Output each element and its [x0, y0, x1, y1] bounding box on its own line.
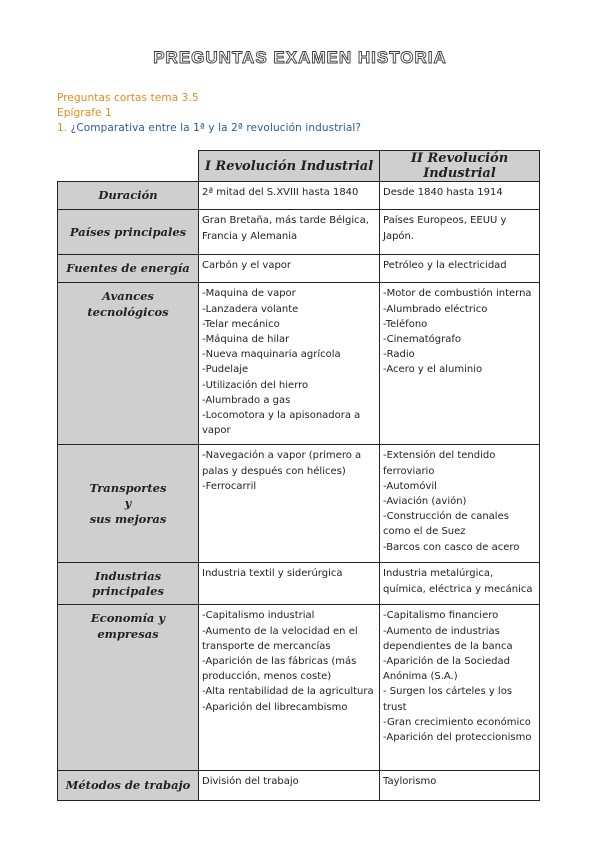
cell-second: Petróleo y la electricidad — [380, 255, 540, 283]
epigraph-label: Epígrafe 1 — [57, 107, 112, 119]
row-label: Métodos de trabajo — [58, 771, 199, 801]
cell-second: Industria metalúrgica, química, eléctrica y mecánica — [380, 563, 540, 605]
cell-first: -Capitalismo industrial -Aumento de la velocidad en el transporte de mercancías -Aparición de las fábricas (más producción, menos coste) -Alta rentabilidad de la agricultura -Aparición del librecambismo — [199, 605, 380, 771]
section-label: Preguntas cortas tema 3.5 — [57, 92, 199, 104]
table-row-avances — [58, 283, 540, 445]
cell-first: -Navegación a vapor (primero a palas y después con hélices) -Ferrocarril — [199, 445, 380, 563]
header-second-revolution: II Revolución Industrial — [380, 151, 540, 182]
row-label: Economía y empresas — [58, 605, 199, 771]
question-text: ¿Comparativa entre la 1ª y la 2ª revolución industrial? — [70, 122, 362, 134]
cell-second: -Motor de combustión interna -Alumbrado eléctrico -Teléfono -Cinematógrafo -Radio -Acero y el aluminio — [380, 283, 540, 445]
question-line — [57, 122, 361, 134]
row-label: Fuentes de energía — [58, 255, 199, 283]
page-title: PREGUNTAS EXAMEN HISTORIA — [153, 48, 447, 67]
cell-second: Taylorismo — [380, 771, 540, 801]
table-corner-cell — [58, 151, 199, 182]
row-label: Países principales — [58, 210, 199, 255]
cell-second: -Extensión del tendido ferroviario -Automóvil -Aviación (avión) -Construcción de canales como el de Suez -Barcos con casco de acero — [380, 445, 540, 563]
cell-second: Desde 1840 hasta 1914 — [380, 182, 540, 210]
table-row-economia — [58, 605, 540, 771]
table-row-industrias — [58, 563, 540, 605]
table-row-paises — [58, 210, 540, 255]
row-label: Industrias principales — [58, 563, 199, 605]
table-row-metodos — [58, 771, 540, 801]
row-label: Transportes y sus mejoras — [58, 445, 199, 563]
table-row-duracion — [58, 182, 540, 210]
cell-first: -Maquina de vapor -Lanzadera volante -Telar mecánico -Máquina de hilar -Nueva maquinaria agrícola -Pudelaje -Utilización del hierro -Alumbrado a gas -Locomotora y la apisonadora a vapor — [199, 283, 380, 445]
table-header-row — [58, 151, 540, 182]
cell-first: 2ª mitad del S.XVIII hasta 1840 — [199, 182, 380, 210]
cell-second: Países Europeos, EEUU y Japón. — [380, 210, 540, 255]
header-first-revolution: I Revolución Industrial — [199, 151, 380, 182]
cell-first: División del trabajo — [199, 771, 380, 801]
cell-first: Industria textil y siderúrgica — [199, 563, 380, 605]
row-label: Avances tecnológicos — [58, 283, 199, 445]
comparison-table — [57, 150, 540, 801]
row-label: Duración — [58, 182, 199, 210]
cell-first: Carbón y el vapor — [199, 255, 380, 283]
table-row-transportes — [58, 445, 540, 563]
cell-second: -Capitalismo financiero -Aumento de industrias dependientes de la banca -Aparición de la Sociedad Anónima (S.A.) - Surgen los cárteles y los trust -Gran crecimiento económico -Aparición del proteccionismo — [380, 605, 540, 771]
cell-first: Gran Bretaña, más tarde Bélgica, Francia y Alemania — [199, 210, 380, 255]
question-number: 1. — [57, 122, 68, 134]
table-row-fuentes — [58, 255, 540, 283]
